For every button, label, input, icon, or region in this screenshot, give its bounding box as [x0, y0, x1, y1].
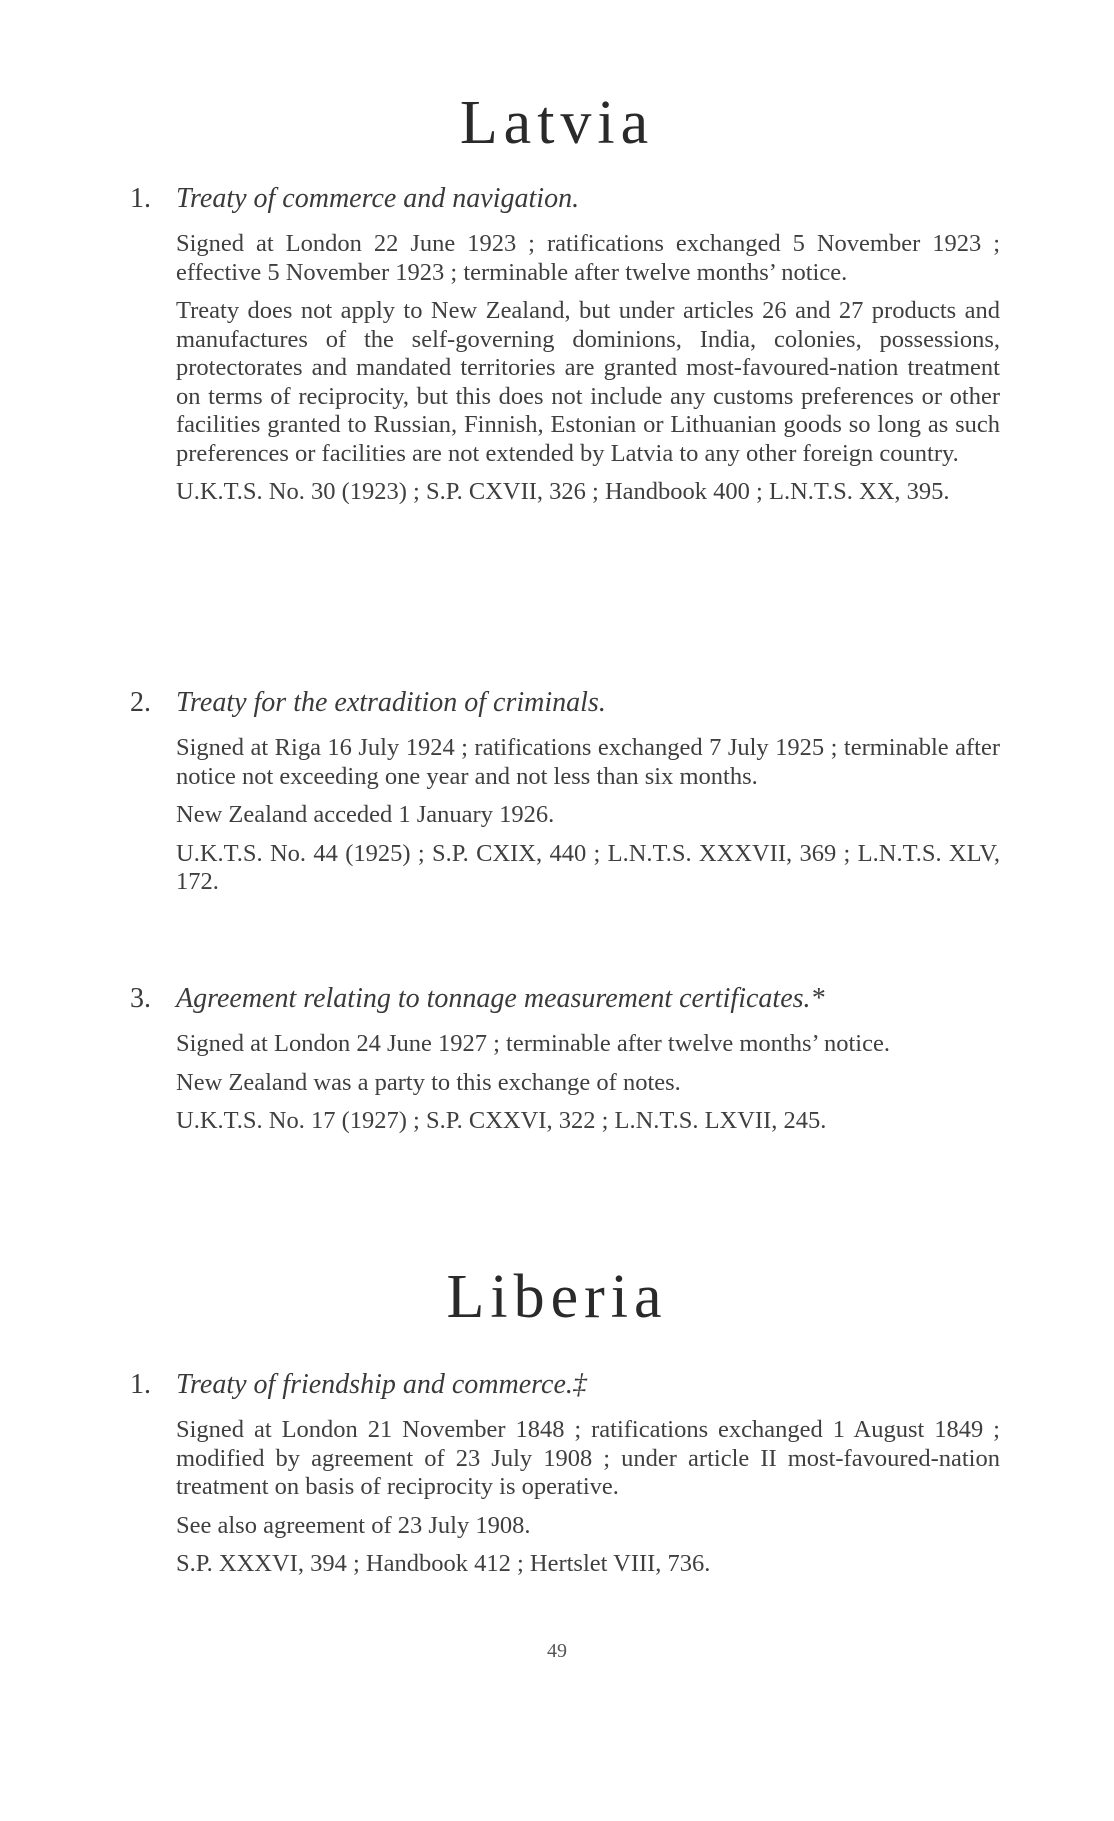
treaty-entry	[130, 1368, 1000, 1579]
entry-number: 1.	[130, 183, 151, 214]
entry-title	[130, 182, 1000, 216]
entry-title-text: Agreement relating to tonnage measurement certificates.*	[176, 983, 825, 1014]
entry-number: 3.	[130, 983, 151, 1014]
entry-paragraph: Signed at London 22 June 1923 ; ratifications exchanged 5 November 1923 ; effective 5 November 1923 ; terminable after twelve months’ notice.	[176, 230, 1000, 286]
page-number: 49	[547, 1640, 567, 1662]
entry-paragraph: Signed at London 21 November 1848 ; ratifications exchanged 1 August 1849 ; modified by agreement of 23 July 1908 ; under article II most-favoured-nation treatment on basis of reciprocity is operative.	[176, 1416, 1000, 1500]
entry-number: 1.	[130, 1369, 151, 1400]
treaty-entry	[130, 982, 1000, 1136]
entry-title-text: Treaty of commerce and navigation.	[176, 183, 580, 214]
entry-reference: U.K.T.S. No. 17 (1927) ; S.P. CXXVI, 322 ; L.N.T.S. LXVII, 245.	[176, 1107, 827, 1134]
entry-reference: U.K.T.S. No. 44 (1925) ; S.P. CXIX, 440 ; L.N.T.S. XXXVII, 369 ; L.N.T.S. XLV, 172.	[176, 839, 1000, 895]
entry-reference: S.P. XXXVI, 394 ; Handbook 412 ; Hertslet VIII, 736.	[176, 1550, 711, 1577]
entry-paragraph: See also agreement of 23 July 1908.	[176, 1511, 531, 1539]
entry-number: 2.	[130, 687, 151, 718]
entry-paragraph: Signed at Riga 16 July 1924 ; ratifications exchanged 7 July 1925 ; terminable after notice not exceeding one year and not less than six months.	[176, 734, 1000, 790]
treaty-entry	[130, 686, 1000, 897]
country-heading-latvia: Latvia	[459, 89, 655, 157]
entry-paragraph: Treaty does not apply to New Zealand, but under articles 26 and 27 products and manufactures of the self-governing dominions, India, colonies, possessions, protectorates and mandated territories are granted most-favoured-nation treatment on terms of reciprocity, but this does not include any customs preferences or other facilities granted to Russian, Finnish, Estonian or Lithuanian goods so long as such preferences or facilities are not extended by Latvia to any other foreign country.	[176, 297, 1000, 467]
entry-paragraph: New Zealand acceded 1 January 1926.	[176, 801, 555, 828]
entry-paragraph: New Zealand was a party to this exchange of notes.	[176, 1068, 681, 1096]
entry-title-text: Treaty for the extradition of criminals.	[176, 687, 606, 718]
entry-title	[130, 686, 1000, 720]
entry-paragraph: Signed at London 24 June 1927 ; terminable after twelve months’ notice.	[176, 1030, 890, 1057]
entry-title	[130, 1368, 1000, 1402]
entry-reference: U.K.T.S. No. 30 (1923) ; S.P. CXVII, 326 ; Handbook 400 ; L.N.T.S. XX, 395.	[176, 478, 950, 505]
country-heading-liberia: Liberia	[446, 1263, 668, 1331]
entry-title-text: Treaty of friendship and commerce.‡	[176, 1369, 587, 1400]
entry-title	[130, 982, 1000, 1016]
treaty-entry	[130, 182, 1000, 507]
